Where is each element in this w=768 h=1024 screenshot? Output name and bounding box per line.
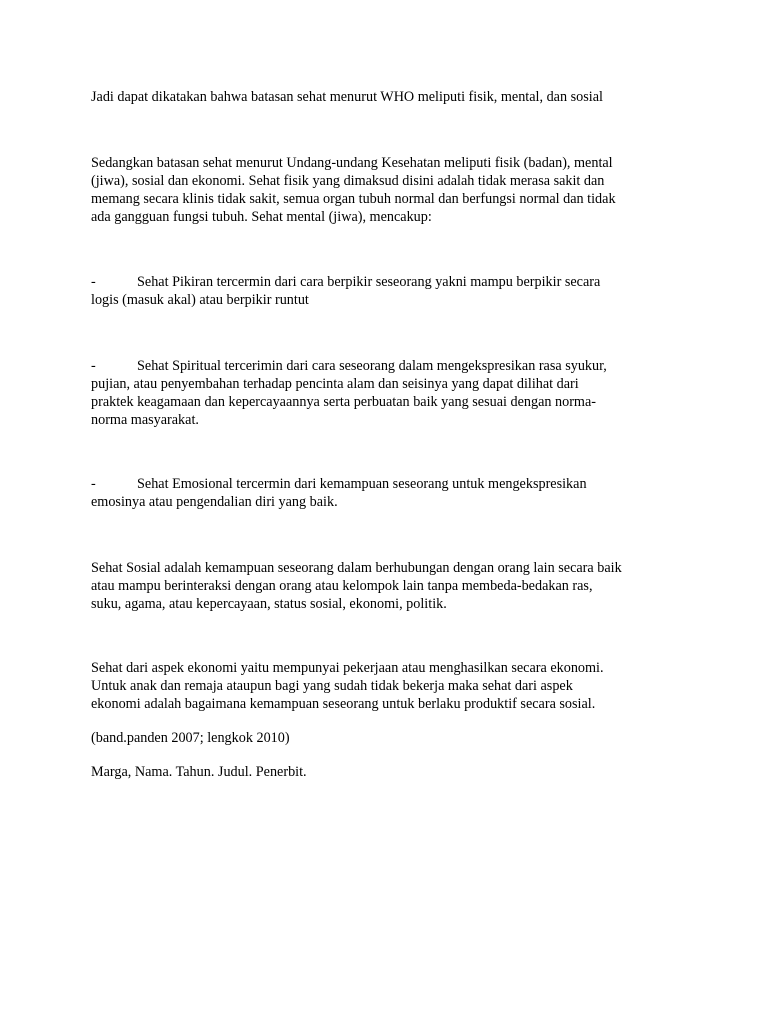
text-line: atau mampu berinteraksi dengan orang atau kelompok lain tanpa membeda-bedakan ras, <box>91 578 593 594</box>
text-line: ekonomi adalah bagaimana kemampuan seseorang untuk berlaku produktif secara sosial. <box>91 696 596 712</box>
text-line: Untuk anak dan remaja ataupun bagi yang sudah tidak bekerja maka sehat dari aspek <box>91 678 573 694</box>
paragraph-who-definition <box>91 88 691 106</box>
text-line: Sehat Spiritual tercerimin dari cara seseorang dalam mengekspresikan rasa syukur, <box>137 358 607 374</box>
bullet-first-line <box>91 475 691 493</box>
citation <box>91 729 691 747</box>
text-line: logis (masuk akal) atau berpikir runtut <box>91 292 309 308</box>
paragraph-sehat-ekonomi <box>91 659 691 713</box>
reference-format <box>91 763 691 781</box>
text-line: Sehat Sosial adalah kemampuan seseorang dalam berhubungan dengan orang lain secara baik <box>91 560 622 576</box>
text-line: memang secara klinis tidak sakit, semua organ tubuh normal dan berfungsi normal dan tidak <box>91 191 616 207</box>
bullet-first-line <box>91 357 691 375</box>
bullet-dash: - <box>91 476 96 492</box>
text-line: Marga, Nama. Tahun. Judul. Penerbit. <box>91 764 307 780</box>
bullet-first-line <box>91 273 691 291</box>
text-line: norma masyarakat. <box>91 412 199 428</box>
bullet-sehat-spiritual <box>91 357 691 429</box>
text-line: emosinya atau pengendalian diri yang baik. <box>91 494 338 510</box>
paragraph-uu-kesehatan <box>91 154 691 226</box>
text-line: pujian, atau penyembahan terhadap pencinta alam dan seisinya yang dapat dilihat dari <box>91 376 579 392</box>
text-line: praktek keagamaan dan kepercayaannya serta perbuatan baik yang sesuai dengan norma- <box>91 394 596 410</box>
text-line: (band.panden 2007; lengkok 2010) <box>91 730 290 746</box>
text-line: Sehat dari aspek ekonomi yaitu mempunyai pekerjaan atau menghasilkan secara ekonomi. <box>91 660 604 676</box>
bullet-dash: - <box>91 274 96 290</box>
text-line: Sedangkan batasan sehat menurut Undang-undang Kesehatan meliputi fisik (badan), mental <box>91 155 613 171</box>
bullet-sehat-emosional <box>91 475 691 511</box>
text-line: ada gangguan fungsi tubuh. Sehat mental (jiwa), mencakup: <box>91 209 432 225</box>
text-line: Sehat Pikiran tercermin dari cara berpikir seseorang yakni mampu berpikir secara <box>137 274 601 290</box>
text-line: (jiwa), sosial dan ekonomi. Sehat fisik yang dimaksud disini adalah tidak merasa sakit dan <box>91 173 605 189</box>
text-line: Jadi dapat dikatakan bahwa batasan sehat menurut WHO meliputi fisik, mental, dan sosial <box>91 89 603 105</box>
text-line: Sehat Emosional tercermin dari kemampuan seseorang untuk mengekspresikan <box>137 476 587 492</box>
text-line: suku, agama, atau kepercayaan, status sosial, ekonomi, politik. <box>91 596 447 612</box>
bullet-sehat-pikiran <box>91 273 691 309</box>
paragraph-sehat-sosial <box>91 559 691 613</box>
bullet-dash: - <box>91 358 96 374</box>
